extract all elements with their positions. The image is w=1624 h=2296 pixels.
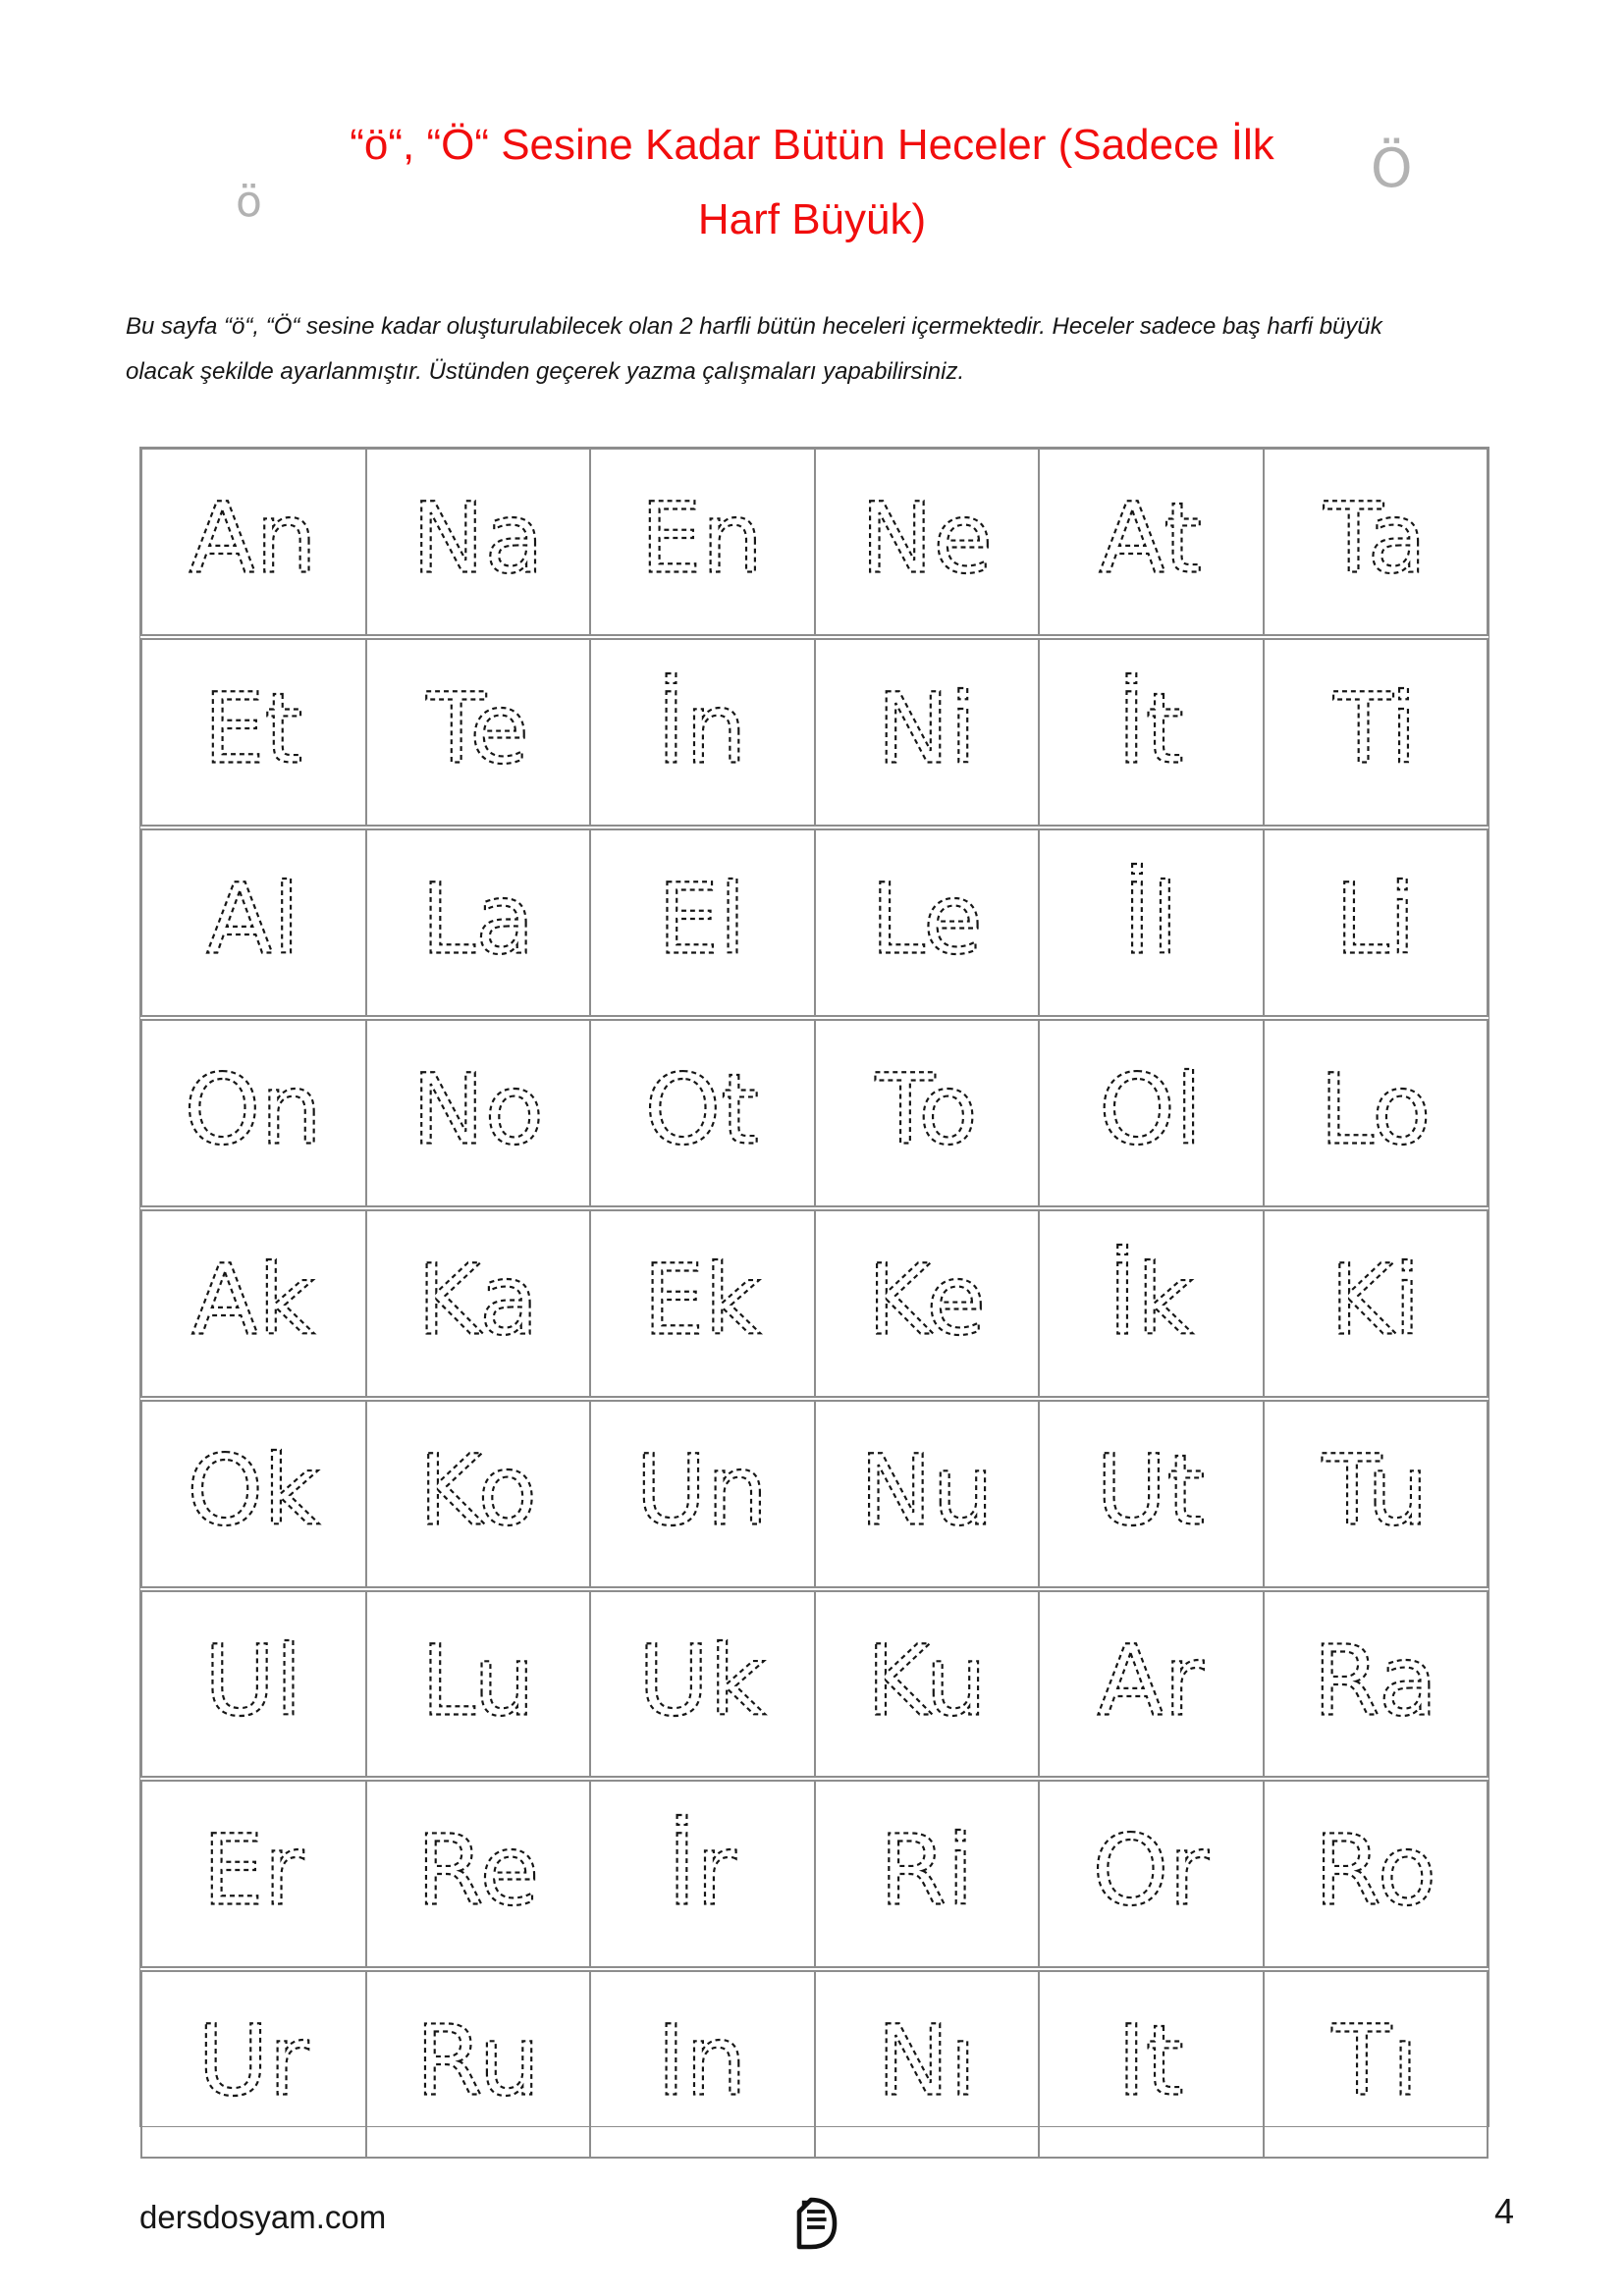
trace-svg [591,1402,814,1586]
syllable-text: İn [656,672,747,786]
trace-svg [816,450,1039,634]
trace-cell [815,1781,1040,1967]
trace-cell [1039,1401,1264,1587]
trace-cell [366,1971,591,2158]
syllable-text: Ra [1312,1625,1437,1738]
description-line1: Bu sayfa “ö“, “Ö“ sesine kadar oluşturulabilecek olan 2 harfli bütün heceleri içermektedir. Heceler sadece baş harfi büyük [126,313,1382,340]
footer-website: dersdosyam.com [139,2199,387,2235]
trace-svg [1265,640,1488,825]
syllable-text: Ur [197,2004,309,2118]
trace-cell [590,1210,815,1397]
grid-row [140,1970,1489,2159]
trace-svg [142,640,365,825]
description-line2: olacak şekilde ayarlanmıştır. Üstünden geçerek yazma çalışmaları yapabilirsiniz. [126,358,965,385]
trace-svg [367,450,590,634]
trace-cell [815,639,1040,826]
trace-svg [142,1972,365,2157]
syllable-text: Tı [1331,2004,1419,2118]
trace-svg [142,1782,365,1966]
trace-svg [1265,1592,1488,1777]
trace-cell [815,829,1040,1016]
syllable-text: Lo [1319,1053,1432,1167]
trace-svg [591,1592,814,1777]
trace-svg [1265,1211,1488,1396]
trace-cell [366,1591,591,1778]
trace-cell [1039,1210,1264,1397]
trace-svg [816,830,1039,1015]
syllable-text: Ro [1313,1815,1436,1929]
syllable-text: Ru [414,2004,540,2118]
trace-svg [367,1782,590,1966]
syllable-text: Ak [191,1244,315,1358]
trace-cell [815,1591,1040,1778]
syllable-text: No [411,1053,544,1167]
trace-cell [366,1020,591,1206]
page-number: 4 [1493,2191,1514,2231]
syllable-text: Er [202,1815,304,1929]
trace-cell [1039,449,1264,635]
grid-row [140,638,1489,827]
grid-row [140,1400,1489,1588]
trace-cell [1264,1781,1489,1967]
trace-svg [1040,640,1263,825]
syllable-text: Na [410,482,544,596]
trace-cell [366,639,591,826]
trace-svg [142,1592,365,1777]
trace-svg [816,1402,1039,1586]
syllable-text: Ri [879,1815,974,1929]
grid-row [140,828,1489,1017]
trace-svg [1265,1402,1488,1586]
syllable-text: Ek [642,1244,761,1358]
syllable-text: Ne [859,482,993,596]
syllable-text: Ko [418,1434,537,1548]
syllable-text: La [420,863,535,977]
trace-svg [367,1021,590,1205]
document-icon [785,2193,840,2254]
trace-cell [590,829,815,1016]
trace-cell [815,1020,1040,1206]
trace-cell [1039,829,1264,1016]
trace-cell [141,1591,366,1778]
syllable-text: Re [415,1815,539,1929]
syllable-text: İl [1122,863,1179,977]
trace-cell [590,639,815,826]
grid-row [140,1019,1489,1207]
trace-cell [1264,639,1489,826]
trace-svg [591,830,814,1015]
trace-cell [366,449,591,635]
trace-svg [142,830,365,1015]
header-lowercase-letter: ö [236,177,262,227]
syllable-text: Ti [1332,672,1417,786]
trace-cell [1264,1401,1489,1587]
trace-svg [367,1211,590,1396]
syllable-text: In [656,2004,747,2118]
trace-cell [1039,1020,1264,1206]
trace-svg [591,450,814,634]
syllable-text: To [875,1053,978,1167]
trace-svg [1040,1782,1263,1966]
syllable-text: Al [206,863,300,977]
trace-svg [142,450,365,634]
syllable-text: Ke [866,1244,986,1358]
trace-cell [141,1020,366,1206]
grid-row [140,1209,1489,1398]
trace-svg [142,1021,365,1205]
trace-cell [141,829,366,1016]
trace-cell [141,1781,366,1967]
trace-cell [1264,1210,1489,1397]
syllable-text: Ar [1097,1625,1204,1738]
trace-svg [1040,450,1263,634]
trace-cell [1039,1971,1264,2158]
trace-svg [367,640,590,825]
syllable-text: Ok [187,1434,320,1548]
trace-cell [590,1591,815,1778]
page-title-line1: “ö“, “Ö“ Sesine Kadar Bütün Heceler (Sadece İlk [350,121,1274,169]
syllable-text: Uk [637,1625,766,1738]
trace-svg [1040,1592,1263,1777]
trace-cell [366,1401,591,1587]
syllable-text: Ki [1329,1244,1421,1358]
trace-cell [1039,639,1264,826]
trace-cell [141,639,366,826]
syllable-text: An [189,482,317,596]
syllable-text: At [1099,482,1203,596]
trace-cell [1039,1591,1264,1778]
header-uppercase-letter: Ö [1371,137,1413,199]
grid-row [140,1590,1489,1779]
syllable-text: İr [667,1815,736,1929]
trace-svg [367,1592,590,1777]
trace-cell [815,1401,1040,1587]
trace-svg [816,640,1039,825]
trace-svg [1040,830,1263,1015]
trace-cell [590,449,815,635]
trace-cell [590,1401,815,1587]
trace-svg [1040,1211,1263,1396]
syllable-text: Ol [1099,1053,1203,1167]
trace-svg [591,1211,814,1396]
trace-svg [1265,1021,1488,1205]
syllable-text: İt [1116,672,1184,786]
syllable-text: Tu [1322,1434,1429,1548]
trace-cell [141,1210,366,1397]
trace-svg [591,640,814,825]
syllable-text: Et [203,672,303,786]
trace-svg [367,830,590,1015]
trace-svg [591,1021,814,1205]
syllable-text: Ul [203,1625,302,1738]
syllable-text: Ot [644,1053,760,1167]
syllable-text: Te [426,672,529,786]
trace-cell [1264,1020,1489,1206]
syllable-text: Ut [1096,1434,1206,1548]
syllable-text: En [640,482,764,596]
trace-cell [366,1781,591,1967]
trace-svg [591,1972,814,2157]
syllable-text: İk [1108,1244,1193,1358]
grid-row [140,1780,1489,1968]
trace-cell [1264,449,1489,635]
syllable-text: Le [870,863,983,977]
trace-svg [816,1021,1039,1205]
syllable-text: Ni [876,672,976,786]
syllable-text: Lu [420,1625,535,1738]
trace-cell [815,1210,1040,1397]
trace-svg [142,1211,365,1396]
trace-cell [815,1971,1040,2158]
trace-cell [815,449,1040,635]
syllable-grid [139,447,1489,2127]
syllable-text: Nı [876,2004,976,2118]
trace-cell [590,1020,815,1206]
trace-svg [1040,1021,1263,1205]
syllable-text: Un [635,1434,769,1548]
trace-cell [590,1971,815,2158]
trace-cell [366,1210,591,1397]
trace-svg [1040,1402,1263,1586]
syllable-text: Ka [416,1244,539,1358]
page-title-line2: Harf Büyük) [697,195,927,243]
trace-cell [1264,829,1489,1016]
trace-svg [1265,450,1488,634]
trace-svg [591,1782,814,1966]
trace-svg [1040,1972,1263,2157]
trace-cell [141,449,366,635]
syllable-text: Ta [1323,482,1427,596]
trace-svg [142,1402,365,1586]
syllable-text: Or [1092,1815,1210,1929]
trace-cell [590,1781,815,1967]
syllable-text: It [1116,2004,1184,2118]
trace-svg [816,1211,1039,1396]
trace-svg [816,1592,1039,1777]
trace-cell [1039,1781,1264,1967]
trace-cell [1264,1971,1489,2158]
trace-svg [367,1402,590,1586]
trace-cell [366,829,591,1016]
trace-svg [367,1972,590,2157]
trace-cell [141,1971,366,2158]
trace-svg [816,1972,1039,2157]
trace-cell [141,1401,366,1587]
syllable-text: Ku [865,1625,987,1738]
syllable-text: On [184,1053,323,1167]
trace-svg [816,1782,1039,1966]
grid-row [140,448,1489,636]
description-paragraph [126,304,1536,395]
syllable-text: Li [1333,863,1416,977]
syllable-text: El [657,863,746,977]
trace-svg [1265,1972,1488,2157]
trace-svg [1265,1782,1488,1966]
trace-svg [1265,830,1488,1015]
trace-cell [1264,1591,1489,1778]
syllable-text: Nu [858,1434,994,1548]
